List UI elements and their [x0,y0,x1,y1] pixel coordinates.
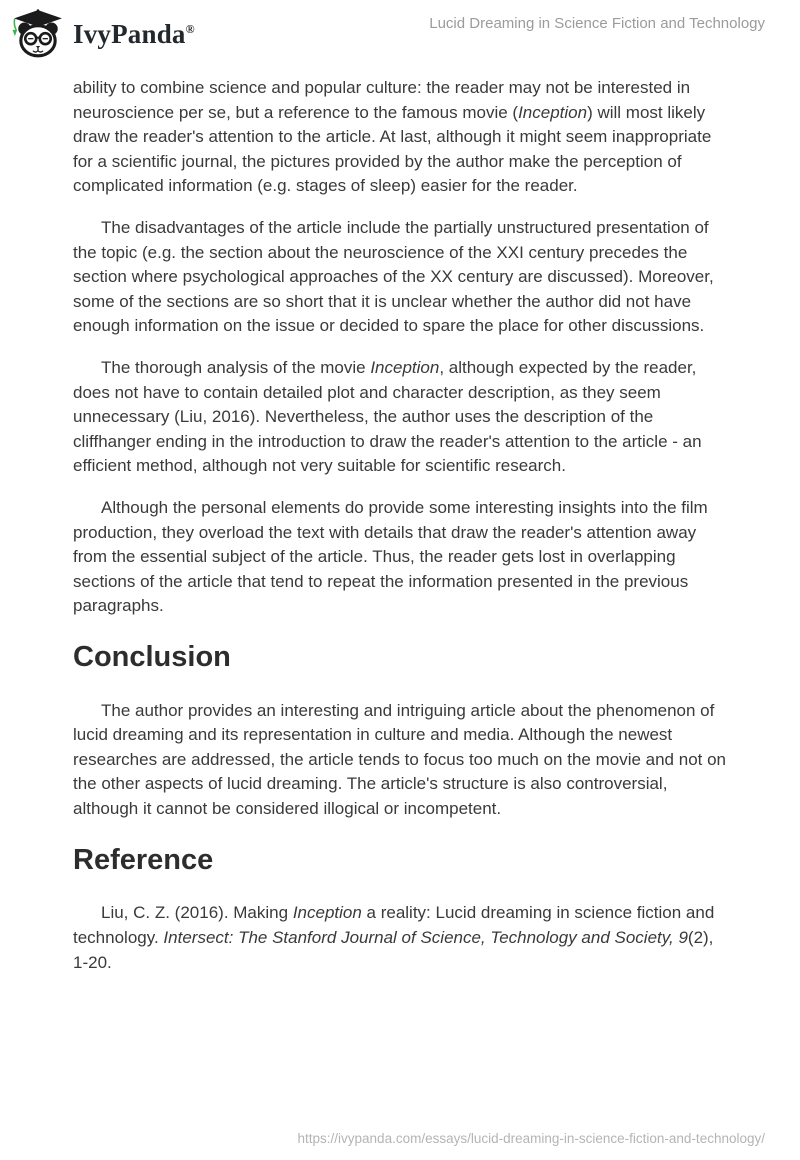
document-title: Lucid Dreaming in Science Fiction and Technology [429,15,765,32]
text-run: The disadvantages of the article include the partially unstructured presentation of the topic (e.g. the section about the neuroscience of the XXI century precedes the section where psychological approaches of the XX century are discussed). Moreover, some of the sections are so short that it is unclear whether the author did not have enough information on the issue or decided to spare the place for other discussions. [73,217,714,336]
paragraph [73,699,727,822]
text-run: ability to combine science and popular culture: the reader may not be interested in neuroscience per se, but a reference to the famous movie ( [73,78,691,122]
registered-trademark-symbol: ® [185,21,195,36]
text-run: a reality: Lucid dreaming in science fiction and technology. [73,903,715,948]
brand-name [73,18,195,49]
section-heading: Reference [73,843,214,876]
paragraph [73,901,727,975]
text-run: The author provides an interesting and intriguing article about the phenomenon of lucid dreaming and its representation in culture and media. Although the newest researches are addressed, the article tends to focus too much on the movie and not on the other aspects of lucid dreaming. The article's structure is also controversial, although it cannot be considered illogical or incompetent. [73,700,726,819]
paragraph [73,216,727,339]
page-footer [298,1130,765,1148]
paragraph [73,496,727,619]
text-run: ) will most likely draw the reader's attention to the article. At last, although it might seem inappropriate for a scientific journal, the pictures provided by the author make the perception of complicated information (e.g. stages of sleep) easier for the reader. [73,102,712,196]
italic-text-run: Intersect: The Stanford Journal of Science, Technology and Society, 9 [163,928,688,948]
brand-wordmark: IvyPanda [73,18,186,49]
italic-text-run: Inception [292,903,362,923]
paragraph [73,356,727,479]
text-run: Liu, C. Z. (2016). Making [101,903,293,923]
text-run: , although expected by the reader, does not have to contain detailed plot and character description, as they seem unnecessary (Liu, 2016). Nevertheless, the author uses the description of the cliffhanger ending in the introduction to draw the reader's attention to the article - an efficient method, although not very suitable for scientific research. [73,357,702,476]
section-heading: Conclusion [73,640,231,673]
text-run: The thorough analysis of the movie [101,357,371,377]
page-header [0,0,800,62]
brand [12,8,195,60]
source-url-link[interactable]: https://ivypanda.com/essays/lucid-dreaming-in-science-fiction-and-technology/ [297,1131,765,1146]
paragraph [73,76,727,199]
italic-text-run: Inception [370,357,440,377]
text-run: Although the personal elements do provide some interesting insights into the film production, they overload the text with details that draw the reader's attention away from the essential subject of the article. Thus, the reader gets lost in overlapping sections of the article that tend to repeat the information presented in the previous paragraphs. [73,497,708,616]
text-run: (2), 1-20. [73,928,714,972]
ivypanda-panda-logo-icon [12,8,64,60]
document-body [0,62,800,975]
italic-text-run: Inception [518,102,588,122]
